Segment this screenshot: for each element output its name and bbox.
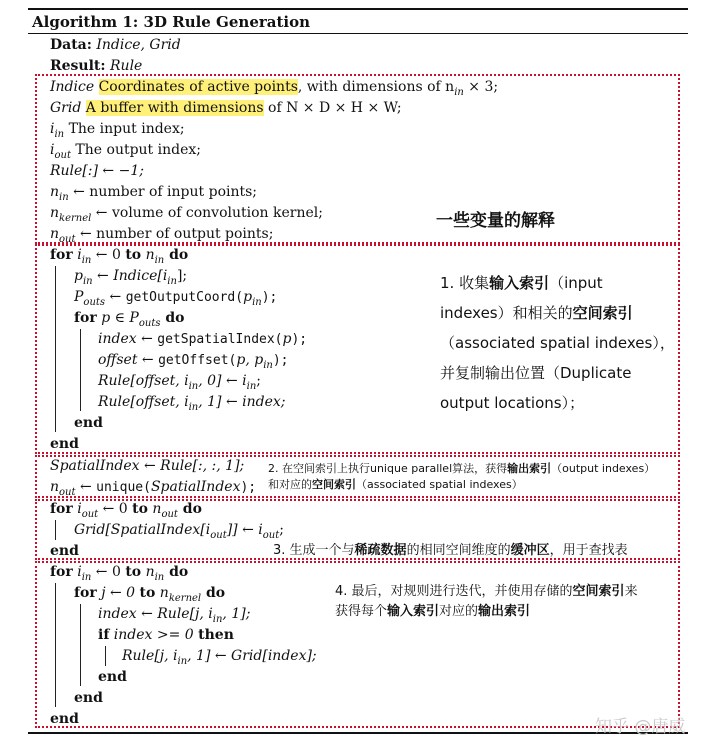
note-step4: 4. 最后，对规则进行迭代，并使用存储的空间索引来 获得每个输入索引对应的输出索引 — [335, 584, 638, 619]
note-variables: 一些变量的解释 — [436, 211, 555, 231]
bottom-rule — [28, 732, 688, 734]
loop1-index: index ← getSpatialIndex(p); — [98, 331, 308, 347]
watermark: 知乎 @唐威 — [595, 717, 686, 737]
title-rule — [28, 33, 688, 34]
note-step3: 3. 生成一个与稀疏数据的相同空间维度的缓冲区，用于查找表 — [273, 543, 628, 558]
unique-spatial: SpatialIndex ← Rule[:, :, 1]; — [50, 458, 245, 474]
note-step1: 1. 收集输入索引（input indexes）和相关的空间索引 （associated spatial indexes）， 并复制输出位置（Duplicate output locations）； — [440, 274, 675, 412]
def-rule: Rule[:] ← −1; — [50, 163, 144, 179]
loop3-grid: $Grid[SpatialIndex[i_{out}]]$ ← $i_{out}$; — [74, 522, 284, 541]
algorithm-title: Algorithm 1: 3D Rule Generation — [32, 13, 311, 31]
def-nout: $n_{out}$ ← number of output points; — [50, 226, 274, 245]
def-nin: $n_{in}$ ← number of input points; — [50, 184, 258, 203]
loop4-indent-bar — [55, 583, 56, 707]
loop4-index: index ← Rule[j, $i_{in}$, 1]; — [98, 606, 251, 625]
loop4-for: for $i_{in}$ ← 0 to $n_{in}$ do — [50, 564, 189, 583]
loop4-if: if index >= 0 then — [98, 627, 234, 643]
loop1-end-outer: end — [50, 436, 79, 452]
def-indice: Indice Coordinates of active points, with dimensions of $n_{in} \times 3$; — [50, 79, 499, 98]
loop1-offset: offset ← getOffset(p, $p_{in}$); — [98, 352, 289, 371]
loop1-for-inner: for p ∈ $P_{outs}$ do — [74, 310, 185, 329]
highlight-grid: A buffer with dimensions — [85, 100, 264, 116]
result-line: Result: Rule — [50, 58, 143, 74]
loop1-inner-indent-bar — [80, 329, 81, 411]
def-iin: $i_{in}$ The input index; — [50, 121, 185, 140]
def-iout: $i_{out}$ The output index; — [50, 142, 201, 161]
loop1-indent-bar — [55, 266, 56, 432]
loop3-indent-bar — [55, 520, 56, 540]
top-rule — [28, 8, 688, 10]
loop1-rule-0: Rule[offset, $i_{in}$, 0] ← $i_{in}$; — [98, 373, 261, 392]
loop1-for: for $i_{in}$ ← 0 to $n_{in}$ do — [50, 247, 189, 266]
loop1-pin: $p_{in}$ ← $Indice[i_{in}]$; — [74, 268, 188, 287]
loop3-end: end — [50, 543, 79, 559]
loop4-rule: Rule[j, $i_{in}$, 1] ← Grid[index]; — [122, 648, 317, 667]
loop4-for-inner: for j ← 0 to $n_{kernel}$ do — [74, 585, 226, 604]
def-grid: Grid A buffer with dimensions of N × D × H × W; — [50, 100, 402, 116]
loop4-end-for2: end — [74, 690, 103, 706]
loop1-rule-1: Rule[offset, $i_{in}$, 1] ← index; — [98, 394, 286, 413]
highlight-indice: Coordinates of active points — [98, 79, 298, 95]
loop1-pouts: $P_{outs}$ ← $getOutputCoord(p_{in})$; — [74, 289, 278, 308]
unique-nout: $n_{out}$ ← unique(SpatialIndex); — [50, 479, 257, 498]
loop4-inner-indent-bar — [80, 604, 81, 686]
loop1-end-inner: end — [74, 415, 103, 431]
def-nkernel: $n_{kernel}$ ← volume of convolution kernel; — [50, 205, 323, 224]
loop3-for: for $i_{out}$ ← 0 to $n_{out}$ do — [50, 501, 202, 520]
data-line: Data: Indice, Grid — [50, 37, 181, 53]
loop4-end-for: end — [50, 711, 79, 727]
note-step2: 2. 在空间索引上执行unique parallel算法，获得输出索引（output indexes） 和对应的空间索引（associated spatial indexes） — [268, 462, 656, 491]
loop4-end-if: end — [98, 669, 127, 685]
loop4-if-indent-bar — [105, 646, 106, 666]
